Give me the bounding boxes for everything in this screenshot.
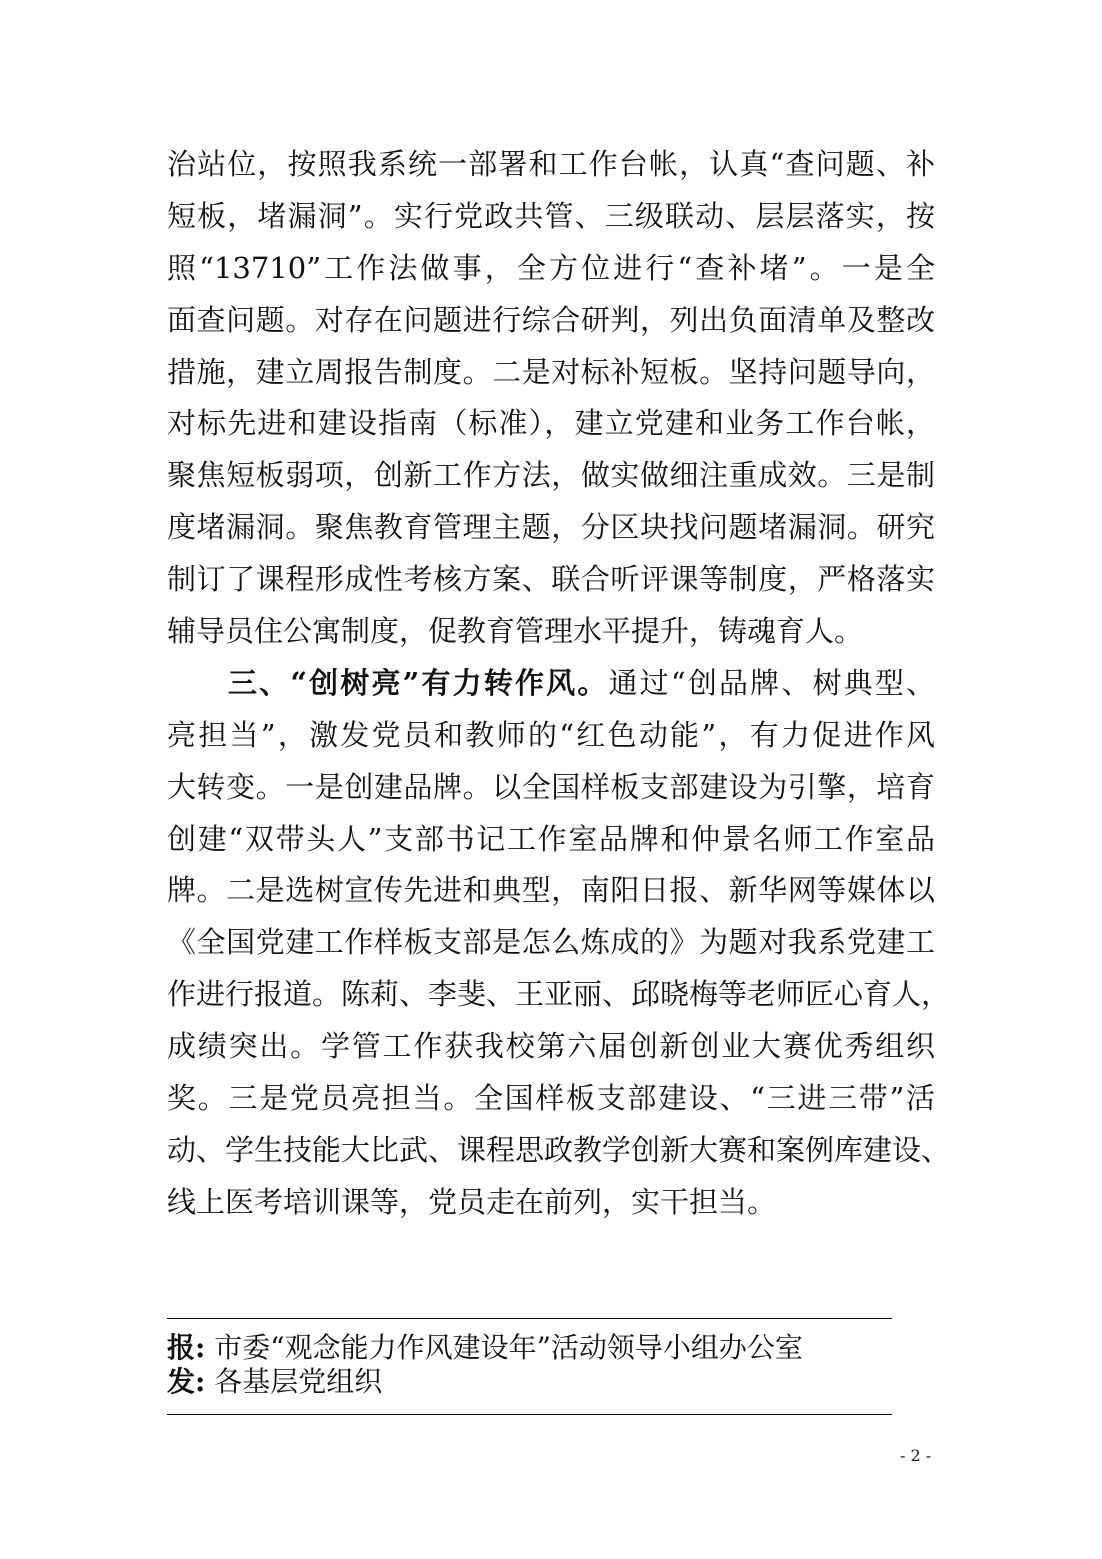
- text-line: 动、学生技能大比武、课程思政教学创新大赛和案例库建设、: [167, 1132, 951, 1167]
- footer-top-rule: [167, 1318, 892, 1319]
- text-line: 成绩突出。学管工作获我校第六届创新创业大赛优秀组织: [167, 1029, 935, 1064]
- text-span: 通过“创品牌、树典型、: [608, 665, 935, 700]
- text-line: 创建“双带头人”支部书记工作室品牌和仲景名师工作室品: [167, 821, 935, 856]
- text-line: 《全国党建工作样板支部是怎么炼成的》为题对我系党建工: [167, 925, 935, 960]
- text-line: 照“13710”工作法做事，全方位进行“查补堵”。一是全: [167, 250, 935, 285]
- text-line: 作进行报道。陈莉、李斐、王亚丽、邱晓梅等老师匠心育人，: [167, 977, 951, 1012]
- text-line: 对标先进和建设指南（标准），建立党建和业务工作台帐，: [167, 406, 935, 441]
- section-heading: 三、“创树亮”有力转作风。: [228, 665, 609, 700]
- text-line: 牌。二是选树宣传先进和典型，南阳日报、新华网等媒体以: [167, 873, 935, 908]
- send-recipient: 各基层党组织: [214, 1365, 383, 1398]
- text-line: [167, 658, 935, 710]
- paragraph-2: [167, 658, 951, 1229]
- text-line: 奖。三是党员亮担当。全国样板支部建设、“三进三带”活: [167, 1081, 935, 1116]
- text-line: 制订了课程形成性考核方案、联合听评课等制度，严格落实: [167, 562, 935, 597]
- text-line: 短板，堵漏洞”。实行党政共管、三级联动、层层落实，按: [167, 198, 935, 233]
- send-line: [167, 1365, 382, 1399]
- document-body: [167, 139, 951, 1229]
- report-line: [167, 1331, 803, 1365]
- text-line: 线上医考培训课等，党员走在前列，实干担当。: [167, 1184, 777, 1219]
- page-number: - 2 -: [900, 1446, 932, 1465]
- text-line: 辅导员住公寓制度，促教育管理水平提升，铸魂育人。: [167, 614, 864, 649]
- text-line: 聚焦短板弱项，创新工作方法，做实做细注重成效。三是制: [167, 458, 935, 493]
- text-line: 面查问题。对存在问题进行综合研判，列出负面清单及整改: [167, 302, 935, 337]
- text-line: 大转变。一是创建品牌。以全国样板支部建设为引擎，培育: [167, 769, 935, 804]
- report-recipient: 市委“观念能力作风建设年”活动领导小组办公室: [214, 1331, 803, 1364]
- text-line: 措施，建立周报告制度。二是对标补短板。坚持问题导向，: [167, 354, 935, 389]
- text-line: 亮担当”，激发党员和教师的“红色动能”，有力促进作风: [167, 717, 935, 752]
- text-line: 度堵漏洞。聚焦教育管理主题，分区块找问题堵漏洞。研究: [167, 510, 935, 545]
- footer-bottom-rule: [167, 1414, 892, 1415]
- text-line: 治站位，按照我系统一部署和工作台帐，认真“查问题、补: [167, 147, 935, 181]
- report-label: 报:: [167, 1331, 206, 1364]
- send-label: 发:: [167, 1365, 206, 1398]
- paragraph-1: [167, 139, 935, 658]
